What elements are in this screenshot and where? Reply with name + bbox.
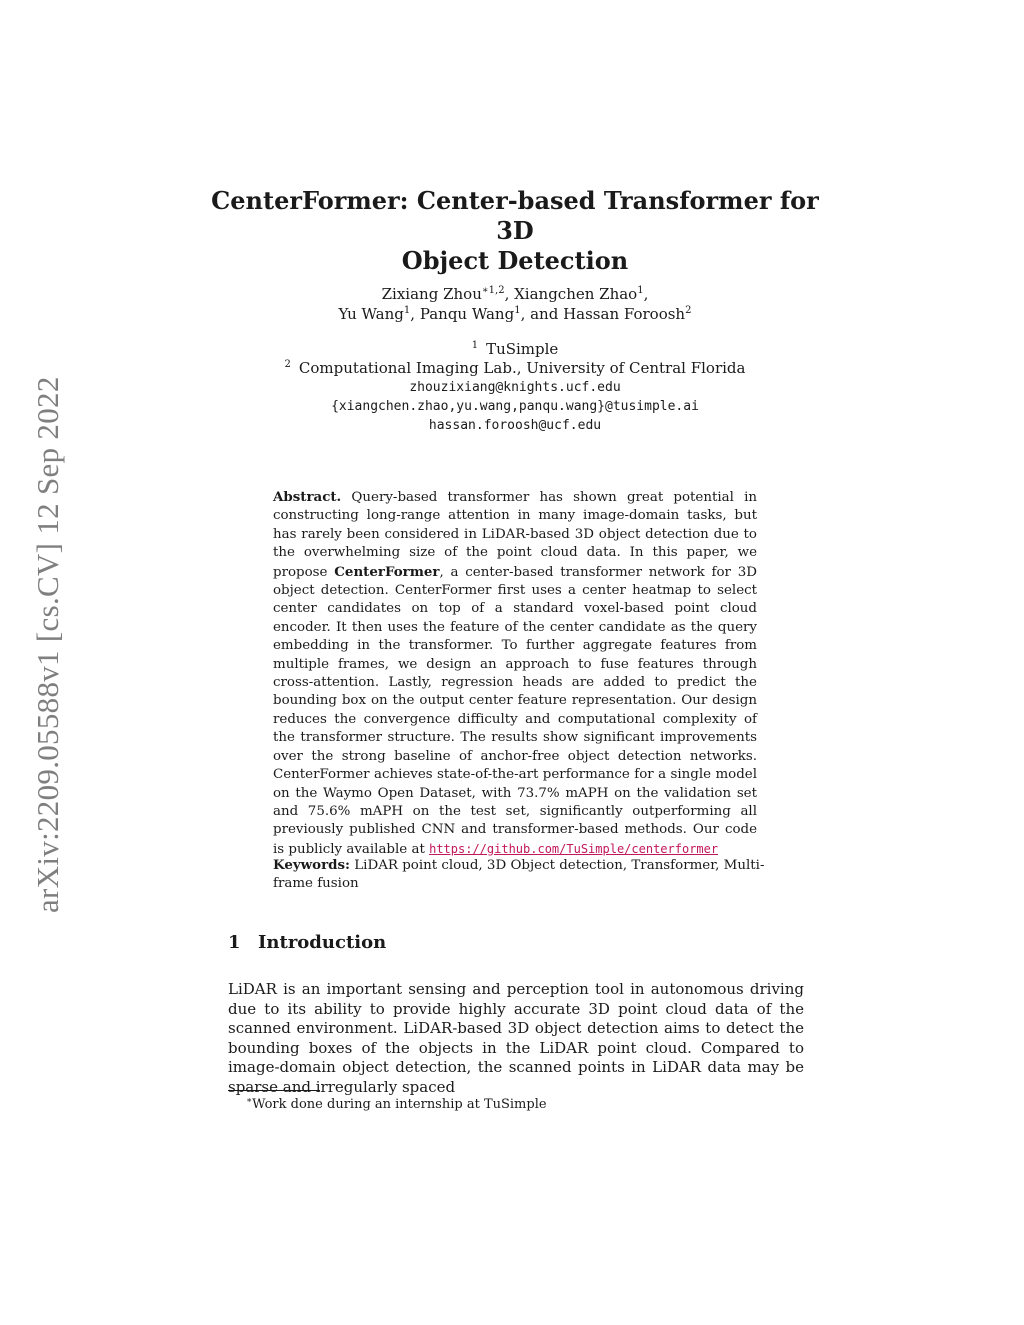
affiliation-2 <box>230 359 800 378</box>
author-separator: , <box>410 305 420 323</box>
author-list <box>230 284 800 324</box>
author-separator: , and <box>520 305 564 323</box>
abstract-model-name: CenterFormer <box>334 563 440 580</box>
paper-title <box>200 186 830 276</box>
abstract-text-part-2: , a center-based transformer network for 3D object detection. CenterFormer first uses a center heatmap to select center candidates on top of a standard voxel-based point cloud encoder. It then uses the feature of the center candidate as the query embedding in the transformer. To further aggregate features from multiple frames, we design an approach to fuse features through cross-attention. Lastly, regression heads are added to predict the bounding box on the output center feature representation. Our design reduces the convergence difficulty and computational complexity of the transformer structure. The results show significant improvements over the strong baseline of anchor-free object detection networks. CenterFormer achieves state-of-the-art performance for a single model on the Waymo Open Dataset, with 73.7% mAPH on the validation set and 75.6% mAPH on the test set, significantly outperforming all previously published CNN and transformer-based methods. Our code is publicly available at <box>273 564 757 857</box>
author-name: Hassan Foroosh <box>563 305 686 323</box>
author-name: Xiangchen Zhao <box>514 285 638 303</box>
footnote <box>246 1096 806 1113</box>
keywords-text: LiDAR point cloud, 3D Object detection, Transformer, Multi-frame fusion <box>273 858 765 892</box>
title-line-2: Object Detection <box>401 246 629 275</box>
affiliation-1 <box>230 340 800 359</box>
affiliation-mark: 1 <box>471 340 479 351</box>
section-title: Introduction <box>258 932 387 953</box>
footnote-mark: ∗ <box>246 1096 253 1106</box>
email-1: zhouzixiang@knights.ucf.edu <box>409 380 621 395</box>
abstract-text-part-1: Query-based transformer has shown great potential in constructing long-range attention in many image-domain tasks, but has rarely been considered in LiDAR-based 3D object detection due to the overwhelming size of the point cloud data. In this paper, we propose <box>273 490 758 580</box>
author-name: Zixiang Zhou <box>381 285 482 303</box>
author-affiliation-mark: 2 <box>685 305 692 316</box>
keywords <box>273 856 769 894</box>
author-affiliation-mark: ∗1,2 <box>481 285 505 296</box>
section-number: 1 <box>228 932 241 953</box>
abstract <box>273 488 757 859</box>
author-line-2 <box>230 304 800 324</box>
email-2: {xiangchen.zhao,yu.wang,panqu.wang}@tusimple.ai <box>331 399 699 414</box>
abstract-label: Abstract. <box>273 489 342 505</box>
author-affiliation-mark: 1 <box>403 305 411 316</box>
author-affiliation-mark: 1 <box>514 305 521 316</box>
affiliations-block <box>230 340 800 435</box>
affiliation-name: TuSimple <box>486 340 559 358</box>
author-affiliation-mark: 1 <box>637 285 644 296</box>
footnote-text: Work done during an internship at TuSimple <box>252 1097 547 1112</box>
author-name: Yu Wang <box>338 305 404 323</box>
arxiv-identifier-stamp: arXiv:2209.05588v1 [cs.CV] 12 Sep 2022 <box>30 376 65 914</box>
title-line-1: CenterFormer: Center-based Transformer for 3D <box>211 186 819 245</box>
author-separator: , <box>643 285 649 303</box>
affiliation-name: Computational Imaging Lab., University of Central Florida <box>298 359 746 377</box>
code-repository-link[interactable]: https://github.com/TuSimple/centerformer <box>429 841 719 856</box>
section-heading-introduction <box>228 931 798 955</box>
keywords-label: Keywords: <box>273 857 351 873</box>
author-line-1 <box>230 284 800 304</box>
author-name: Panqu Wang <box>419 305 515 323</box>
author-separator: , <box>504 285 515 303</box>
footnote-divider <box>228 1090 320 1091</box>
email-3: hassan.foroosh@ucf.edu <box>428 418 602 433</box>
affiliation-mark: 2 <box>284 359 291 370</box>
introduction-paragraph: LiDAR is an important sensing and perception tool in autonomous driving due to its ability to provide highly accurate 3D point cloud data of the scanned environment. LiDAR-based 3D object detection aims to detect the bounding boxes of the objects in the LiDAR point cloud. Compared to image-domain object detection, the scanned points in LiDAR data may be sparse and irregularly spaced <box>228 980 804 1096</box>
